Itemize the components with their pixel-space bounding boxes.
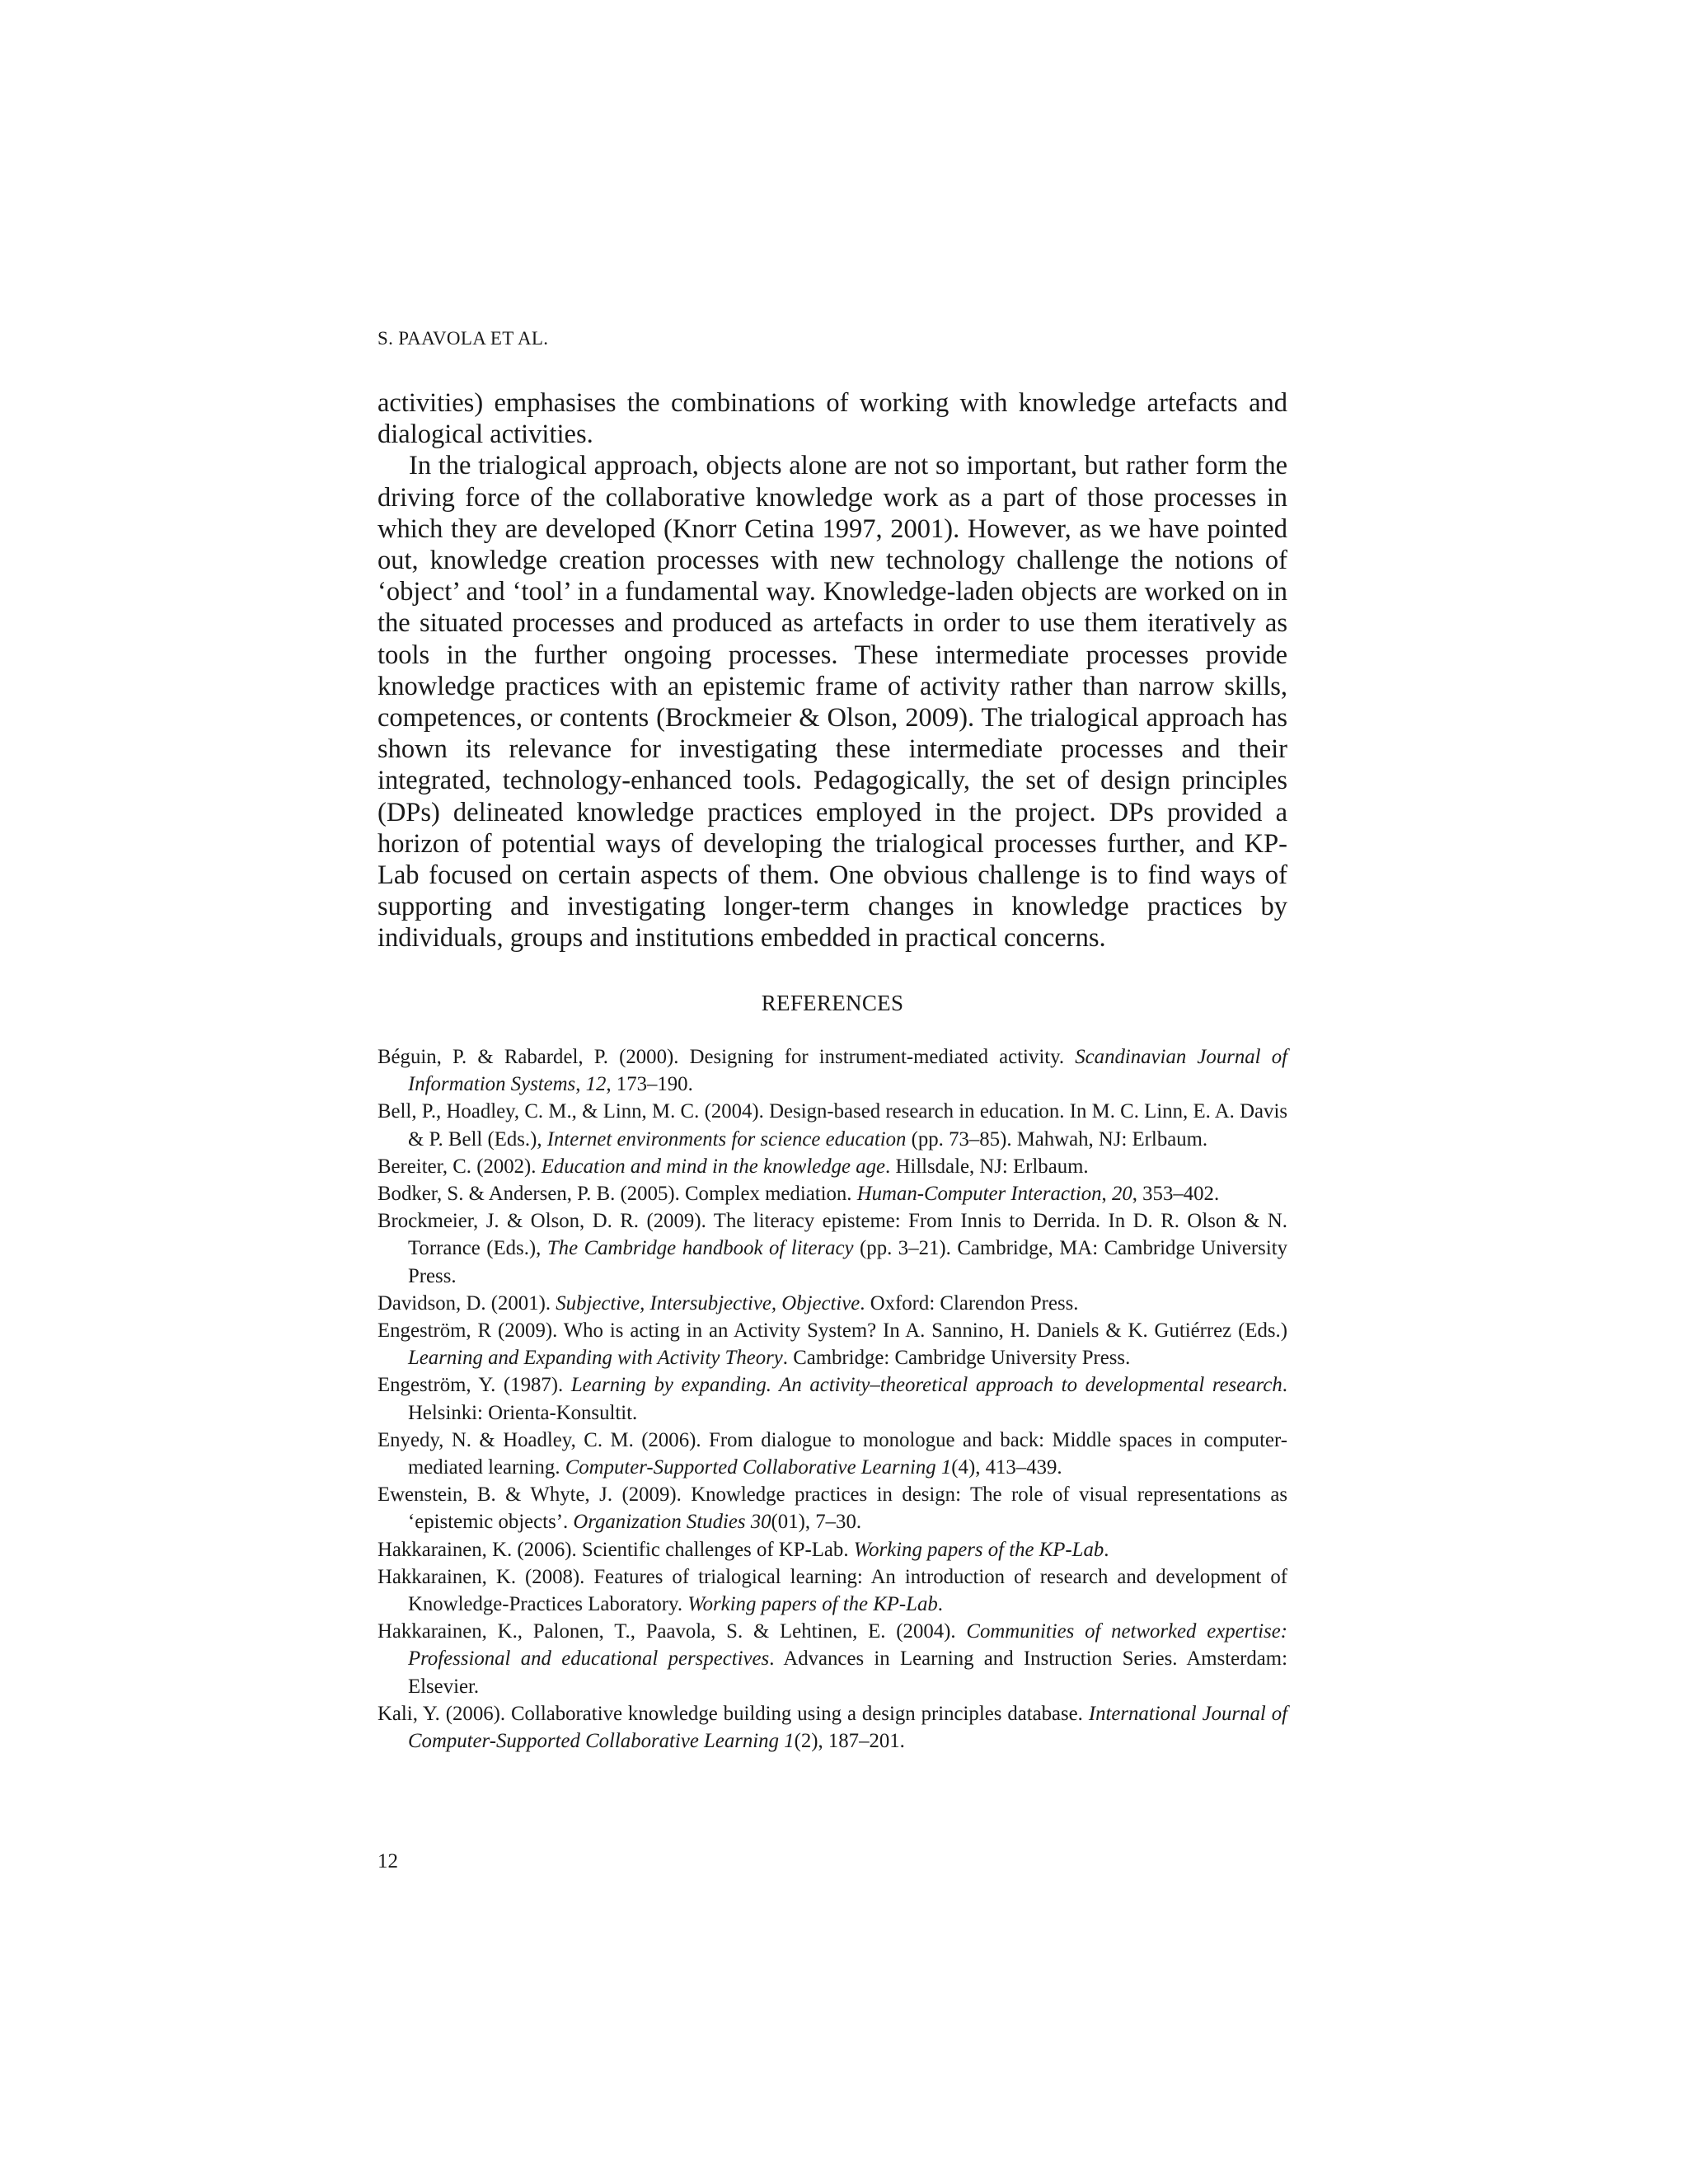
body-text [377,387,1287,954]
reference-entry: Engeström, Y. (1987). Learning by expanding. An activity–theoretical approach to developmental research. Helsinki: Orienta-Konsultit. [377,1374,1287,1424]
reference-entry: Davidson, D. (2001). Subjective, Intersubjective, Objective. Oxford: Clarendon Press. [377,1291,1079,1315]
reference-entry: Bodker, S. & Andersen, P. B. (2005). Complex mediation. Human-Computer Interaction, 20, 353–402. [377,1183,1220,1206]
reference-entry: Engeström, R (2009). Who is acting in an Activity System? In A. Sannino, H. Daniels & K. Gutiérrez (Eds.) Learning and Expanding with Activity Theory. Cambridge: Cambridge University Press. [377,1319,1287,1370]
references-heading: REFERENCES [761,991,904,1015]
reference-entry: Hakkarainen, K. (2006). Scientific challenges of KP-Lab. Working papers of the KP-Lab. [377,1538,1109,1561]
reference-entry: Kali, Y. (2006). Collaborative knowledge building using a design principles database. International Journal of Computer-Supported Collaborative Learning 1(2), 187–201. [377,1702,1288,1753]
reference-entry: Enyedy, N. & Hoadley, C. M. (2006). From dialogue to monologue and back: Middle spaces in computer-mediated learning. Computer-Supported Collaborative Learning 1(4), 413–439. [377,1428,1287,1479]
reference-entry: Hakkarainen, K., Palonen, T., Paavola, S. & Lehtinen, E. (2004). Communities of networked expertise: Professional and educational perspectives. Advances in Learning and Instruction Series. Amsterdam: Elsevier. [377,1620,1287,1698]
reference-entry: Bell, P., Hoadley, C. M., & Linn, M. C. (2004). Design-based research in education. In M. C. Linn, E. A. Davis & P. Bell (Eds.), Internet environments for science education (pp. 73–85). Mahwah, NJ: Erlbaum. [377,1100,1287,1151]
reference-entry: Hakkarainen, K. (2008). Features of trialogical learning: An introduction of research and development of Knowledge-Practices Laboratory. Working papers of the KP-Lab. [377,1565,1287,1616]
page-number: 12 [377,1850,398,1872]
body-paragraph-2: In the trialogical approach, objects alone are not so important, but rather form the driving force of the collaborative knowledge work as a part of those processes in which they are developed (Knorr Cetina 1997, 2001). However, as we have pointed out, knowledge creation processes with new technology challenge the notions of ‘object’ and ‘tool’ in a fundamental way. Knowledge-laden objects are worked on in the situated processes and produced as artefacts in order to use them iteratively as tools in the further ongoing processes. These intermediate processes provide knowledge practices with an epistemic frame of activity rather than narrow skills, competences, or contents (Brockmeier & Olson, 2009). The trialogical approach has shown its relevance for investigating these intermediate processes and their integrated, technology-enhanced tools. Pedagogically, the set of design principles (DPs) delineated knowledge practices employed in the project. DPs provided a horizon of potential ways of developing the trialogical processes further, and KP-Lab focused on certain aspects of them. One obvious challenge is to find ways of supporting and investigating longer-term changes in knowledge practices by individuals, groups and institutions embedded in practical concerns. [377,451,1287,954]
reference-list [377,1043,1287,1755]
reference-entry: Brockmeier, J. & Olson, D. R. (2009). The literacy episteme: From Innis to Derrida. In D. R. Olson & N. Torrance (Eds.), The Cambridge handbook of literacy (pp. 3–21). Cambridge, MA: Cambridge University Press. [377,1210,1287,1287]
reference-entry: Ewenstein, B. & Whyte, J. (2009). Knowledge practices in design: The role of visual representations as ‘epistemic objects’. Organization Studies 30(01), 7–30. [377,1483,1287,1534]
body-paragraph-1: activities) emphasises the combinations of working with knowledge artefacts and dialogical activities. [377,388,1287,450]
running-head: S. PAAVOLA ET AL. [377,328,549,349]
reference-entry: Bereiter, C. (2002). Education and mind in the knowledge age. Hillsdale, NJ: Erlbaum. [377,1155,1089,1178]
reference-entry: Béguin, P. & Rabardel, P. (2000). Designing for instrument-mediated activity. Scandinavian Journal of Information Systems, 12, 173–190. [377,1046,1287,1096]
